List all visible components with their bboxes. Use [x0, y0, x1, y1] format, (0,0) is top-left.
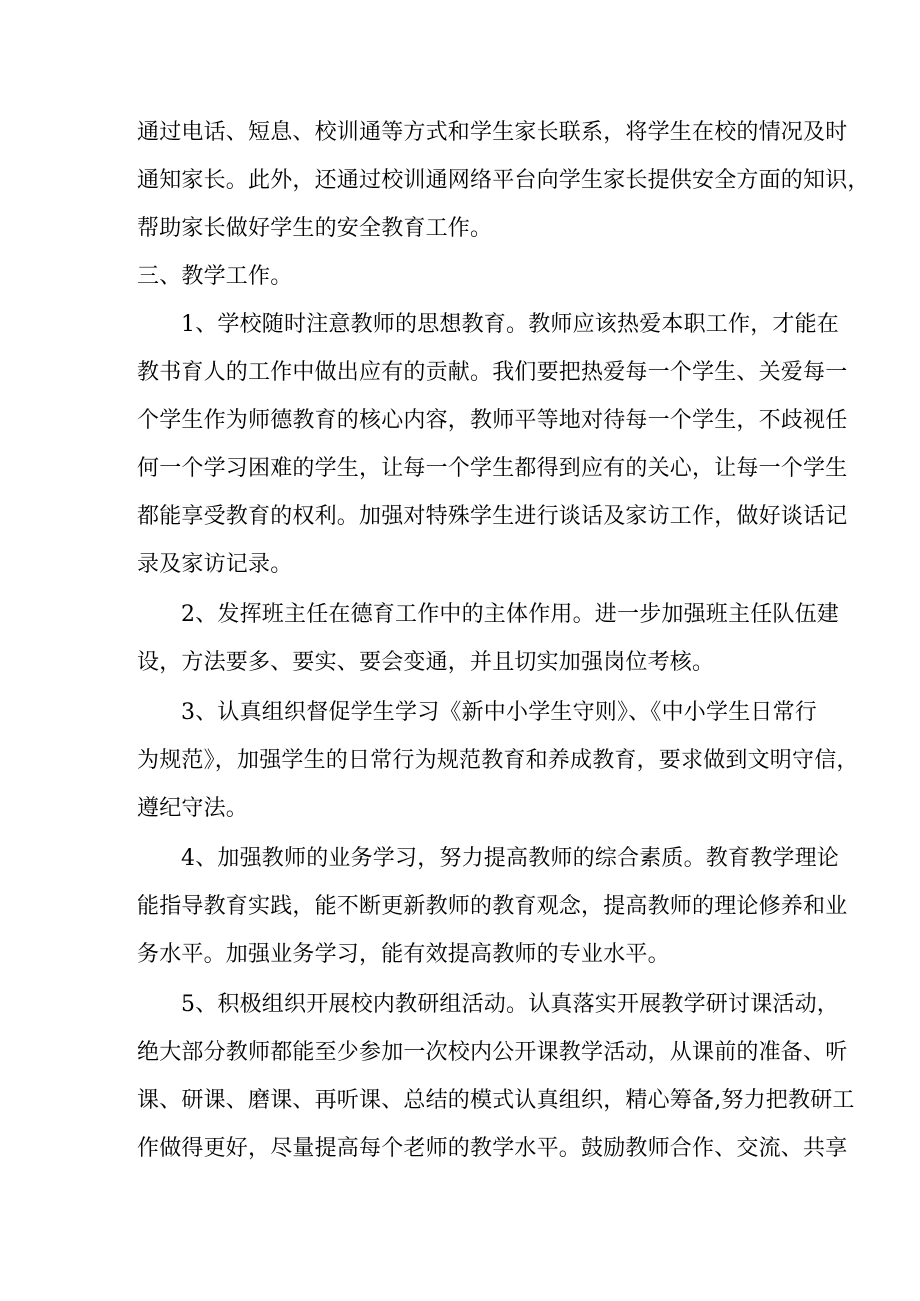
text-line: 录及家访记录。: [137, 552, 293, 577]
text-line: 绝大部分教师都能至少参加一次校内公开课教学活动，从课前的准备、听: [137, 1040, 848, 1065]
text-line: 何一个学习困难的学生，让每一个学生都得到应有的关心，让每一个学生: [137, 456, 848, 481]
text-line: 教书育人的工作中做出应有的贡献。我们要把热爱每一个学生、关爱每一: [137, 360, 848, 385]
text-line: 为规范》，加强学生的日常行为规范教育和养成教育，要求做到文明守信，: [137, 748, 859, 773]
text-line: 通过电话、短息、校训通等方式和学生家长联系，将学生在校的情况及时: [137, 120, 848, 145]
paragraph-first-line: 1、学校随时注意教师的思想教育。教师应该热爱本职工作，才能在: [181, 312, 839, 337]
text-line: 课、研课、磨课、再听课、总结的模式认真组织，精心筹备,努力把教研工: [137, 1088, 855, 1113]
paragraph-first-line: 2、发挥班主任在德育工作中的主体作用。进一步加强班主任队伍建: [181, 602, 839, 627]
text-line: 作做得更好，尽量提高每个老师的教学水平。鼓励教师合作、交流、共享: [137, 1136, 848, 1161]
text-line: 帮助家长做好学生的安全教育工作。: [137, 216, 493, 241]
paragraph-first-line: 3、认真组织督促学生学习《新中小学生守则》、《中小学生日常行: [181, 700, 817, 725]
section-heading: 三、教学工作。: [137, 264, 293, 289]
text-line: 设，方法要多、要实、要会变通，并且切实加强岗位考核。: [137, 650, 715, 675]
text-line: 都能享受教育的权利。加强对特殊学生进行谈话及家访工作，做好谈话记: [137, 504, 848, 529]
text-line: 通知家长。此外，还通过校训通网络平台向学生家长提供安全方面的知识，: [137, 168, 870, 193]
paragraph-first-line: 4、加强教师的业务学习，努力提高教师的综合素质。教育教学理论: [181, 846, 839, 871]
text-line: 能指导教育实践，能不断更新教师的教育观念，提高教师的理论修养和业: [137, 894, 848, 919]
text-line: 个学生作为师德教育的核心内容，教师平等地对待每一个学生，不歧视任: [137, 408, 848, 433]
paragraph-first-line: 5、积极组织开展校内教研组活动。认真落实开展教学研讨课活动，: [181, 992, 839, 1017]
text-line: 遵纪守法。: [137, 796, 249, 821]
text-line: 务水平。加强业务学习，能有效提高教师的专业水平。: [137, 942, 670, 967]
